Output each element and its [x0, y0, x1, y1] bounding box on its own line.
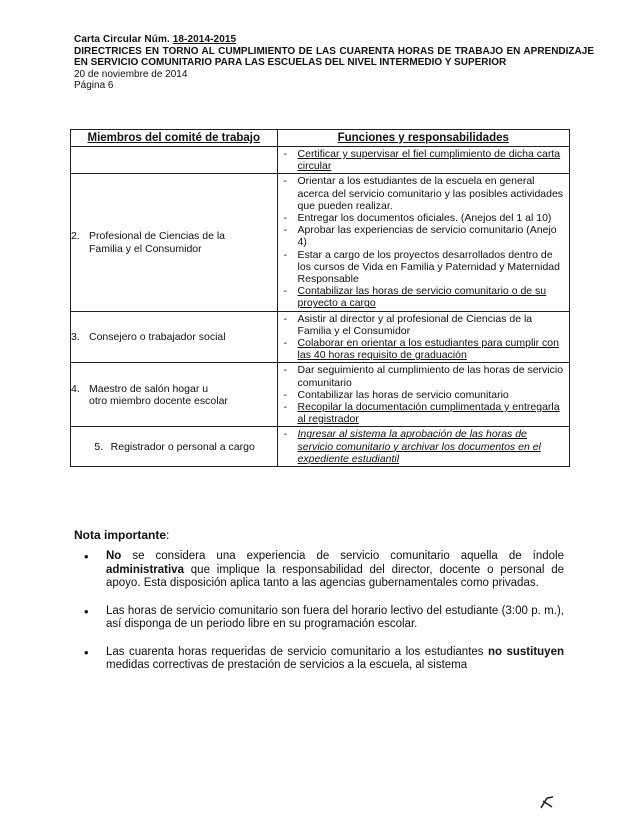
- function-item: [278, 389, 565, 401]
- function-text: Contabilizar las horas de servicio comunitario: [297, 388, 509, 401]
- functions-list: [278, 312, 569, 363]
- function-item: [278, 212, 565, 224]
- function-text: Asistir al director y al profesional de Ciencias de la Familia y el Consumidor: [297, 312, 533, 337]
- member-cell: [71, 147, 278, 174]
- functions-cell: [277, 174, 569, 311]
- member-cell: [71, 427, 278, 467]
- functions-list: [278, 427, 569, 466]
- functions-list: [278, 363, 569, 426]
- member-label: Profesional de Ciencias de la Familia y el Consumidor: [89, 230, 225, 255]
- col-members-header: [71, 130, 278, 147]
- function-item: [278, 285, 565, 309]
- function-text: Certificar y supervisar el fiel cumplimiento de dicha carta circular: [297, 148, 561, 173]
- signature-mark: [538, 795, 556, 814]
- col-functions-header: [277, 130, 569, 147]
- functions-cell: [277, 363, 569, 427]
- col-members-header-text: Miembros del comité de trabajo: [87, 131, 261, 144]
- nota-heading-text: Nota importante: [74, 528, 167, 542]
- circular-line: [74, 34, 594, 46]
- member-number: 3.: [71, 330, 80, 343]
- function-item: [278, 401, 565, 425]
- member-cell: [71, 311, 278, 363]
- nota-item: [74, 550, 564, 591]
- function-text: Recopilar la documentación cumplimentada y entregarla al registrador: [297, 401, 560, 426]
- nota-item: [74, 605, 564, 632]
- signature-icon: [538, 795, 556, 811]
- functions-cell: [277, 427, 569, 467]
- function-item: [278, 428, 565, 465]
- nota-item: [74, 646, 564, 673]
- col-functions-header-text: Funciones y responsabilidades: [337, 131, 509, 144]
- function-text: Contabilizar las horas de servicio comunitario o de su proyecto a cargo: [297, 285, 547, 310]
- member-label: Consejero o trabajador social: [89, 330, 226, 343]
- functions-list: [278, 147, 569, 173]
- member-number: 4.: [71, 382, 80, 395]
- bullet-icon: •: [84, 603, 89, 619]
- nota-bold: administrativa: [106, 563, 184, 576]
- member-number: 2.: [71, 230, 80, 243]
- document-header: [74, 34, 594, 92]
- document-date: 20 de noviembre de 2014: [74, 68, 188, 80]
- circular-number: 18-2014-2015: [172, 34, 237, 45]
- nota-list: [74, 550, 564, 687]
- function-text: Aprobar las experiencias de servicio comunitario (Anejo 4): [297, 224, 557, 249]
- function-text: Colaborar en orientar a los estudiantes para cumplir con las 40 horas requisito de graduación: [297, 337, 559, 362]
- function-item: [278, 313, 565, 337]
- functions-list: [278, 174, 569, 310]
- function-text: Ingresar al sistema la aprobación de las horas de servicio comunitario y archivar los documentos en el expediente estudiantil: [297, 428, 541, 465]
- member-label: Registrador o personal a cargo: [110, 440, 255, 453]
- function-item: [278, 148, 565, 172]
- member-number: 5.: [94, 440, 104, 453]
- function-item: [278, 337, 565, 361]
- bullet-icon: •: [84, 644, 89, 660]
- page-number: Página 6: [74, 80, 114, 91]
- table-row: [71, 174, 570, 311]
- nota-text: medidas correctivas de prestación de servicios a la escuela, al sistema: [106, 659, 468, 671]
- table-row: [71, 363, 570, 427]
- nota-bold: no sustituyen: [487, 645, 564, 658]
- table-row: [71, 427, 570, 467]
- nota-text: que implique la responsabilidad del director, docente o personal de apoyo. Esta disposición aplica tanto a las agencias gubernamentales como privadas.: [106, 563, 564, 589]
- nota-text: Las horas de servicio comunitario son fuera del horario lectivo del estudiante (3:00 p. m.), así disponga de un periodo libre en su programación escolar.: [106, 604, 564, 630]
- nota-text: Las cuarenta horas requeridas de servicio comunitario a los estudiantes: [106, 645, 488, 658]
- nota-heading-colon: :: [166, 528, 170, 542]
- circular-prefix: Carta Circular Núm.: [74, 34, 173, 45]
- nota-bold: No: [106, 550, 122, 562]
- committee-table: [70, 129, 570, 467]
- document-title: DIRECTRICES EN TORNO AL CUMPLIMIENTO DE LAS CUARENTA HORAS DE TRABAJO EN APRENDIZAJE EN SERVICIO COMUNITARIO PARA LAS ESCUELAS DEL NIVEL INTERMEDIO Y SUPERIOR: [74, 45, 594, 68]
- function-text: Orientar a los estudiantes de la escuela en general acerca del servicio comunitario y las posibles actividades que pueden realizar.: [297, 175, 564, 212]
- function-item: [278, 224, 565, 248]
- table-row: [71, 147, 570, 174]
- table-header-row: [71, 130, 570, 147]
- function-text: Dar seguimiento al cumplimiento de las horas de servicio comunitario: [297, 364, 564, 389]
- nota-text: se considera una experiencia de servicio comunitario aquella de índole: [121, 550, 564, 562]
- member-cell: [71, 363, 278, 427]
- functions-cell: [277, 311, 569, 363]
- function-item: [278, 249, 565, 286]
- table-row: [71, 311, 570, 363]
- functions-cell: [277, 147, 569, 174]
- function-text: Entregar los documentos oficiales. (Anejos del 1 al 10): [297, 212, 552, 225]
- function-item: [278, 364, 565, 388]
- function-text: Estar a cargo de los proyectos desarrollados dentro de los cursos de Vida en Familia y Paternidad y Maternidad Responsable: [297, 248, 560, 286]
- member-label: Maestro de salón hogar u otro miembro docente escolar: [89, 382, 228, 407]
- bullet-icon: •: [84, 549, 89, 564]
- function-item: [278, 175, 565, 212]
- member-cell: [71, 174, 278, 311]
- nota-heading: [74, 528, 169, 542]
